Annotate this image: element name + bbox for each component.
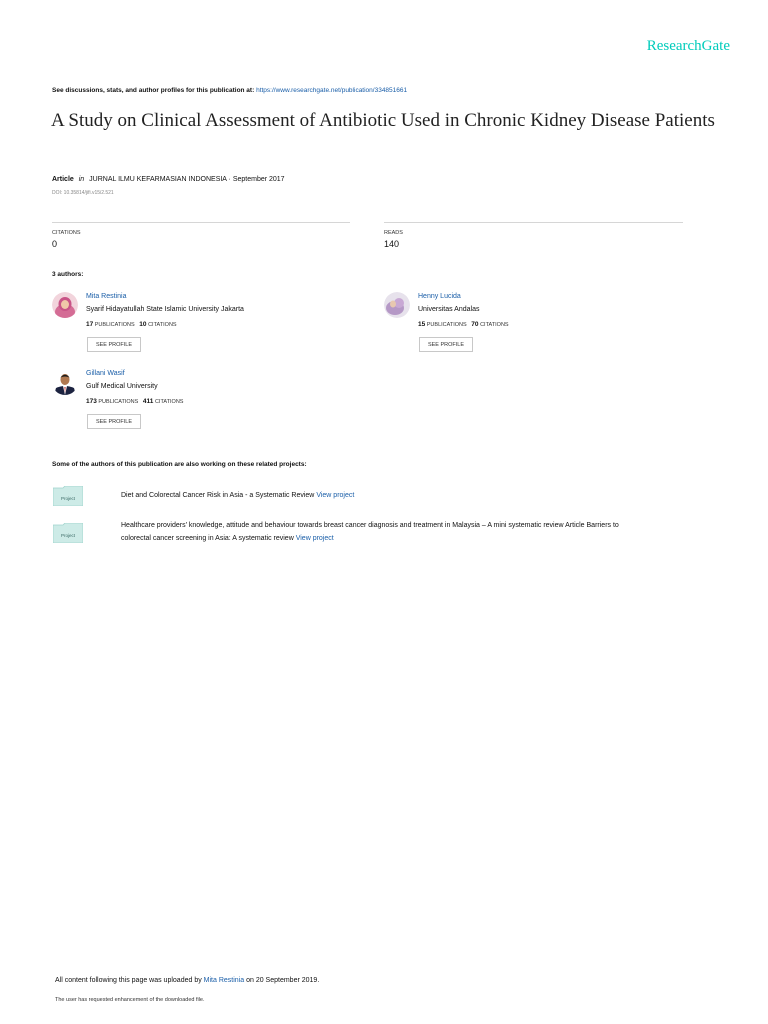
project-icon [53, 523, 83, 543]
author-name[interactable]: Mita Restinia [86, 293, 127, 300]
doi[interactable]: DOI: 10.35814/jifi.v15i2.521 [52, 190, 114, 196]
reads-value: 140 [384, 239, 400, 249]
researchgate-logo[interactable]: ResearchGate [646, 38, 730, 54]
avatar[interactable] [384, 292, 410, 318]
citations-count: 70 [471, 321, 479, 328]
author-photo-icon [52, 292, 78, 318]
upload-prefix: All content following this page was uploaded by [55, 977, 202, 984]
project-title: Diet and Colorectal Cancer Risk in Asia - a Systematic Review [121, 492, 315, 499]
publications-count: 15 [418, 321, 426, 328]
upload-suffix: on 20 September 2019. [246, 977, 320, 984]
see-profile-button[interactable]: SEE PROFILE [87, 337, 141, 352]
citations-label: CITATIONS [480, 322, 509, 328]
author-institution[interactable]: Universitas Andalas [418, 306, 480, 313]
citations-divider [52, 222, 350, 223]
upload-note [55, 977, 319, 984]
view-project-link[interactable]: View project [295, 535, 334, 542]
publications-label: PUBLICATIONS [426, 322, 467, 328]
uploader-link[interactable]: Mita Restinia [203, 977, 245, 984]
paper-title: A Study on Clinical Assessment of Antibiotic Used in Chronic Kidney Disease Patients [51, 110, 715, 131]
citations-count: 10 [139, 321, 147, 328]
journal-name[interactable]: JURNAL ILMU KEFARMASIAN INDONESIA · September 2017 [89, 176, 285, 183]
author-photo-icon [384, 292, 410, 318]
project-title-line-2: colorectal cancer screening in Asia: A systematic review [121, 535, 294, 542]
publications-label: PUBLICATIONS [98, 399, 139, 405]
publications-label: PUBLICATIONS [94, 322, 135, 328]
publication-url-link[interactable]: https://www.researchgate.net/publication/334851661 [256, 87, 408, 94]
author-stats [86, 398, 183, 405]
reads-label: READS [384, 230, 403, 236]
author-institution[interactable]: Syarif Hidayatullah State Islamic University Jakarta [86, 306, 244, 313]
view-project-link[interactable]: View project [316, 492, 355, 499]
project-icon [53, 486, 83, 506]
project-icon-label: Project [60, 496, 76, 501]
author-name[interactable]: Gillani Wasif [86, 370, 125, 377]
citations-label: CITATIONS [148, 322, 177, 328]
reads-divider [384, 222, 683, 223]
author-photo-icon [52, 369, 78, 395]
article-meta [52, 176, 285, 183]
citations-label: CITATIONS [154, 399, 184, 405]
enhancement-note: The user has requested enhancement of the downloaded file. [55, 997, 205, 1003]
article-in: in [78, 176, 85, 183]
see-profile-button[interactable]: SEE PROFILE [419, 337, 473, 352]
related-project [121, 519, 721, 545]
project-icon-label: Project [60, 533, 76, 538]
see-profile-button[interactable]: SEE PROFILE [87, 414, 141, 429]
avatar[interactable] [52, 292, 78, 318]
related-projects-heading: Some of the authors of this publication are also working on these related projects: [52, 461, 307, 468]
publications-count: 17 [86, 321, 94, 328]
citations-count: 411 [142, 398, 154, 405]
citations-label: CITATIONS [52, 230, 81, 236]
author-stats [418, 321, 509, 328]
article-type: Article [52, 176, 74, 183]
discussion-line [52, 87, 407, 94]
author-stats [86, 321, 177, 328]
citations-value: 0 [52, 239, 58, 249]
discussion-text: See discussions, stats, and author profiles for this publication at: [52, 87, 255, 94]
author-institution[interactable]: Gulf Medical University [86, 383, 158, 390]
publications-count: 173 [86, 398, 97, 405]
project-title-line-1: Healthcare providers' knowledge, attitude and behaviour towards breast cancer diagnosis and treatment in Malaysia – A mini systematic review Article Barriers to [121, 522, 619, 529]
related-project [121, 489, 354, 502]
author-name[interactable]: Henny Lucida [418, 293, 461, 300]
authors-heading: 3 authors: [52, 271, 84, 278]
avatar[interactable] [52, 369, 78, 395]
